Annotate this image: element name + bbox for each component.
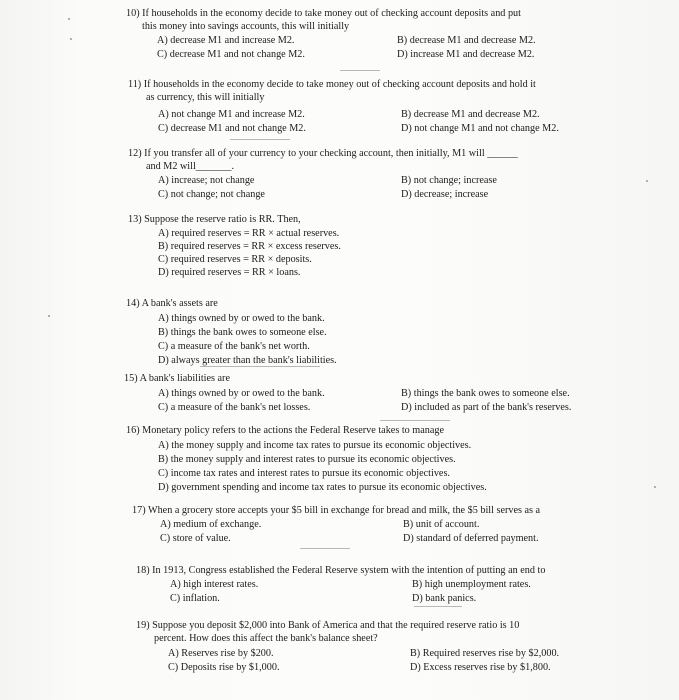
question-number: 13) — [128, 214, 142, 225]
option-d[interactable]: D) Excess reserves rise by $1,800. — [410, 662, 551, 673]
question-number: 17) — [132, 505, 146, 516]
scan-mark — [70, 38, 72, 40]
option-d[interactable]: D) government spending and income tax rates to pursue its economic objectives. — [158, 482, 487, 493]
question-stem: In 1913, Congress established the Federal Reserve system with the intention of putting an end to — [152, 565, 546, 576]
option-d[interactable]: D) standard of deferred payment. — [403, 533, 539, 544]
option-c[interactable]: C) decrease M1 and not change M2. — [157, 49, 305, 60]
option-b[interactable]: B) things the bank owes to someone else. — [158, 327, 327, 338]
option-b[interactable]: B) decrease M1 and decrease M2. — [401, 109, 540, 120]
option-c[interactable]: C) not change; not change — [158, 189, 265, 200]
option-a[interactable]: A) Reserves rise by $200. — [168, 648, 274, 659]
option-d[interactable]: D) required reserves = RR × loans. — [158, 267, 301, 278]
question-number: 16) — [126, 425, 140, 436]
option-d[interactable]: D) included as part of the bank's reserves. — [401, 402, 572, 413]
question-stem: When a grocery store accepts your $5 bill in exchange for bread and milk, the $5 bill serves as a — [147, 505, 541, 516]
option-a[interactable]: A) things owned by or owed to the bank. — [158, 388, 325, 399]
scan-line — [300, 548, 350, 549]
option-c[interactable]: C) income tax rates and interest rates to pursue its economic objectives. — [158, 468, 450, 479]
option-a[interactable]: A) medium of exchange. — [160, 519, 262, 530]
scan-line — [414, 606, 462, 607]
question-16 — [126, 425, 646, 438]
option-d[interactable]: D) decrease; increase — [401, 189, 489, 200]
scan-mark — [48, 315, 50, 317]
question-stem: If you transfer all of your currency to your checking account, then initially, M1 will ______ — [144, 148, 518, 159]
scan-line — [340, 70, 380, 71]
option-a[interactable]: A) things owned by or owed to the bank. — [158, 313, 325, 324]
option-c[interactable]: C) a measure of the bank's net losses. — [158, 402, 311, 413]
option-b[interactable]: B) not change; increase — [401, 175, 497, 186]
option-a[interactable]: A) decrease M1 and increase M2. — [157, 35, 295, 46]
option-b[interactable]: B) high unemployment rates. — [412, 579, 531, 590]
question-14 — [126, 298, 646, 311]
option-d[interactable]: D) not change M1 and not change M2. — [401, 123, 559, 134]
option-a[interactable]: A) required reserves = RR × actual reserves. — [158, 228, 340, 239]
question-number: 18) — [136, 565, 150, 576]
question-number: 10) — [126, 8, 140, 19]
option-a[interactable]: A) increase; not change — [158, 175, 255, 186]
scan-line — [380, 420, 450, 421]
option-b[interactable]: B) unit of account. — [403, 519, 480, 530]
question-10 — [126, 8, 646, 33]
scan-mark — [654, 486, 656, 488]
question-17 — [132, 505, 652, 518]
scan-line — [200, 366, 320, 367]
question-stem: this money into savings accounts, this will initially — [142, 20, 350, 32]
question-stem: A bank's liabilities are — [139, 373, 230, 384]
question-number: 11) — [128, 79, 142, 90]
option-b[interactable]: B) decrease M1 and decrease M2. — [397, 35, 536, 46]
option-c[interactable]: C) store of value. — [160, 533, 231, 544]
question-number: 15) — [124, 373, 138, 384]
option-a[interactable]: A) high interest rates. — [170, 579, 259, 590]
question-19 — [136, 620, 656, 645]
option-b[interactable]: B) Required reserves rise by $2,000. — [410, 648, 560, 659]
scan-line — [230, 139, 290, 140]
option-c[interactable]: C) required reserves = RR × deposits. — [158, 254, 312, 265]
question-stem: A bank's assets are — [141, 298, 218, 309]
option-c[interactable]: C) inflation. — [170, 593, 220, 604]
question-15 — [124, 373, 644, 386]
option-d[interactable]: D) increase M1 and decrease M2. — [397, 49, 535, 60]
option-b[interactable]: B) required reserves = RR × excess reserves. — [158, 241, 341, 252]
question-stem: Suppose you deposit $2,000 into Bank of America and that the required reserve ratio is 10 — [152, 620, 520, 631]
question-12 — [128, 148, 648, 173]
question-stem: If households in the economy decide to take money out of checking account deposits and hold it — [143, 79, 536, 90]
option-d[interactable]: D) always greater than the bank's liabilities. — [158, 355, 337, 366]
question-stem: If households in the economy decide to take money out of checking account deposits and put — [142, 8, 521, 19]
scan-mark — [68, 18, 70, 20]
option-a[interactable]: A) not change M1 and increase M2. — [158, 109, 305, 120]
question-number: 12) — [128, 148, 142, 159]
scan-mark — [646, 180, 648, 182]
option-c[interactable]: C) a measure of the bank's net worth. — [158, 341, 310, 352]
question-stem: and M2 will_______. — [146, 160, 235, 172]
question-stem: Suppose the reserve ratio is RR. Then, — [144, 214, 301, 225]
option-a[interactable]: A) the money supply and income tax rates to pursue its economic objectives. — [158, 440, 472, 451]
question-stem: as currency, this will initially — [146, 91, 265, 103]
question-number: 14) — [126, 298, 140, 309]
question-18 — [136, 565, 656, 578]
option-b[interactable]: B) things the bank owes to someone else. — [401, 388, 570, 399]
question-stem: percent. How does this affect the bank's balance sheet? — [154, 632, 378, 644]
question-stem: Monetary policy refers to the actions the Federal Reserve takes to manage — [142, 425, 444, 436]
question-13 — [128, 214, 648, 227]
question-number: 19) — [136, 620, 150, 631]
option-c[interactable]: C) decrease M1 and not change M2. — [158, 123, 306, 134]
option-d[interactable]: D) bank panics. — [412, 593, 477, 604]
question-11 — [128, 79, 648, 104]
option-c[interactable]: C) Deposits rise by $1,000. — [168, 662, 280, 673]
option-b[interactable]: B) the money supply and interest rates to pursue its economic objectives. — [158, 454, 456, 465]
